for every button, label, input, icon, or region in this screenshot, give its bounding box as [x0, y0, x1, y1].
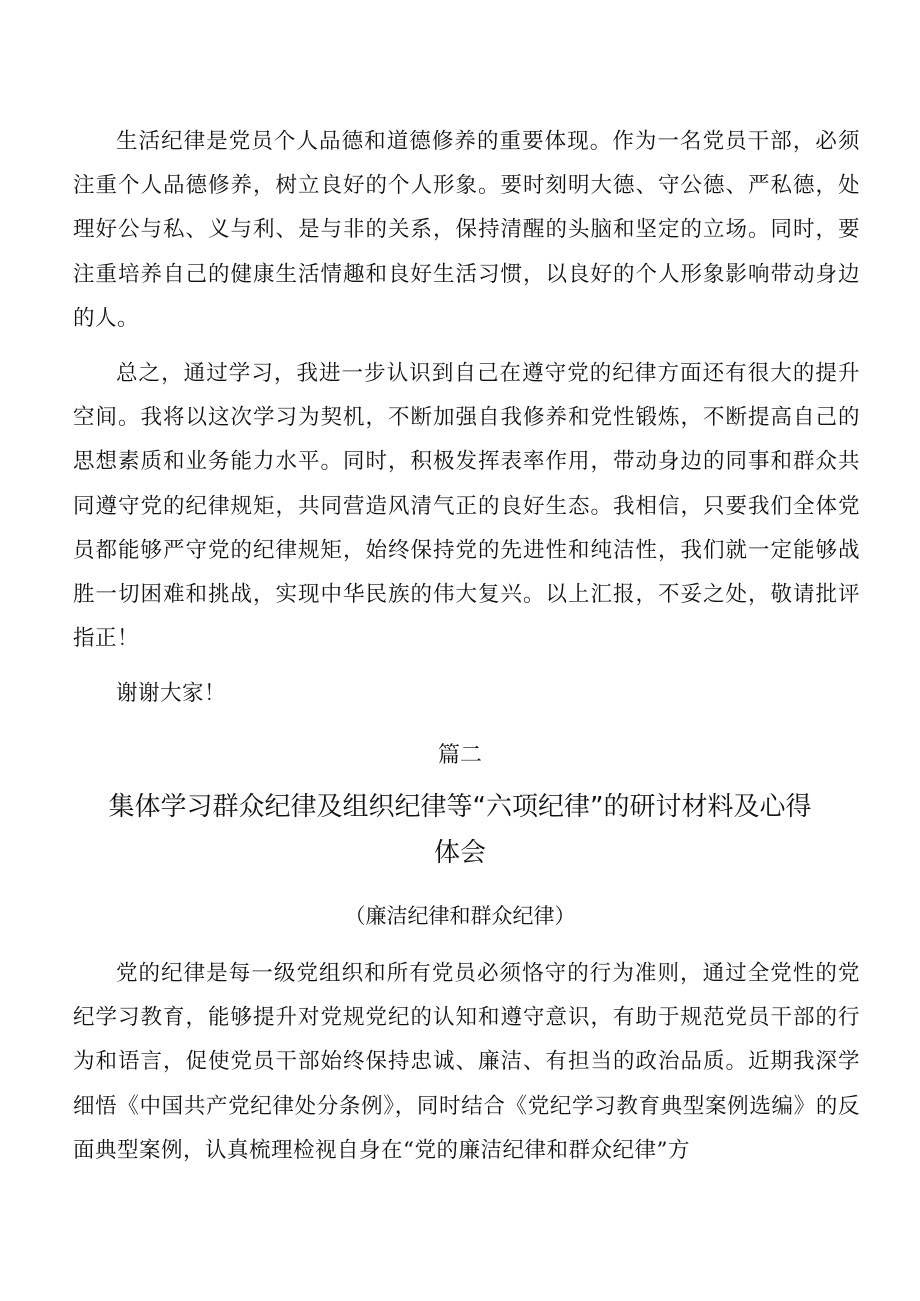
section-subtitle: （廉洁纪律和群众纪律） [344, 904, 576, 928]
paragraph-party-discipline: 党的纪律是每一级党组织和所有党员必须恪守的行为准则，通过全党性的党纪学习教育，能够提升对党规党纪的认知和遵守意识，有助于规范党员干部的行为和语言，促使党员干部始终保持忠诚、廉洁、有担当的政治品质。近期我深学细悟《中国共产党纪律处分条例》，同时结合《党纪学习教育典型案例选编》的反面典型案例，认真梳理检视自身在“党的廉洁纪律和群众纪律”方 [73, 961, 860, 1163]
paragraph-thanks: 谢谢大家！ [116, 681, 227, 706]
paragraph-conclusion: 总之，通过学习，我进一步认识到自己在遵守党的纪律方面还有很大的提升空间。我将以这次学习为契机，不断加强自我修养和党性锻炼，不断提高自己的思想素质和业务能力水平。同时，积极发挥表率作用，带动身边的同事和群众共同遵守党的纪律规矩，共同营造风清气正的良好生态。我相信，只要我们全体党员都能够严守党的纪律规矩，始终保持党的先进性和纯洁性，我们就一定能够战胜一切困难和挑战，实现中华民族的伟大复兴。以上汇报，不妥之处，敬请批评指正！ [73, 361, 860, 652]
section-label: 篇二 [437, 743, 482, 768]
section-title: 集体学习群众纪律及组织纪律等“六项纪律”的研讨材料及心得体会 [108, 792, 812, 868]
paragraph-life-discipline: 生活纪律是党员个人品德和道德修养的重要体现。作为一名党员干部，必须注重个人品德修养，树立良好的个人形象。要时刻明大德、守公德、严私德，处理好公与私、义与利、是与非的关系，保持清醒的头脑和坚定的立场。同时，要注重培养自己的健康生活情趣和良好生活习惯，以良好的个人形象影响带动身边的人。 [73, 129, 860, 331]
